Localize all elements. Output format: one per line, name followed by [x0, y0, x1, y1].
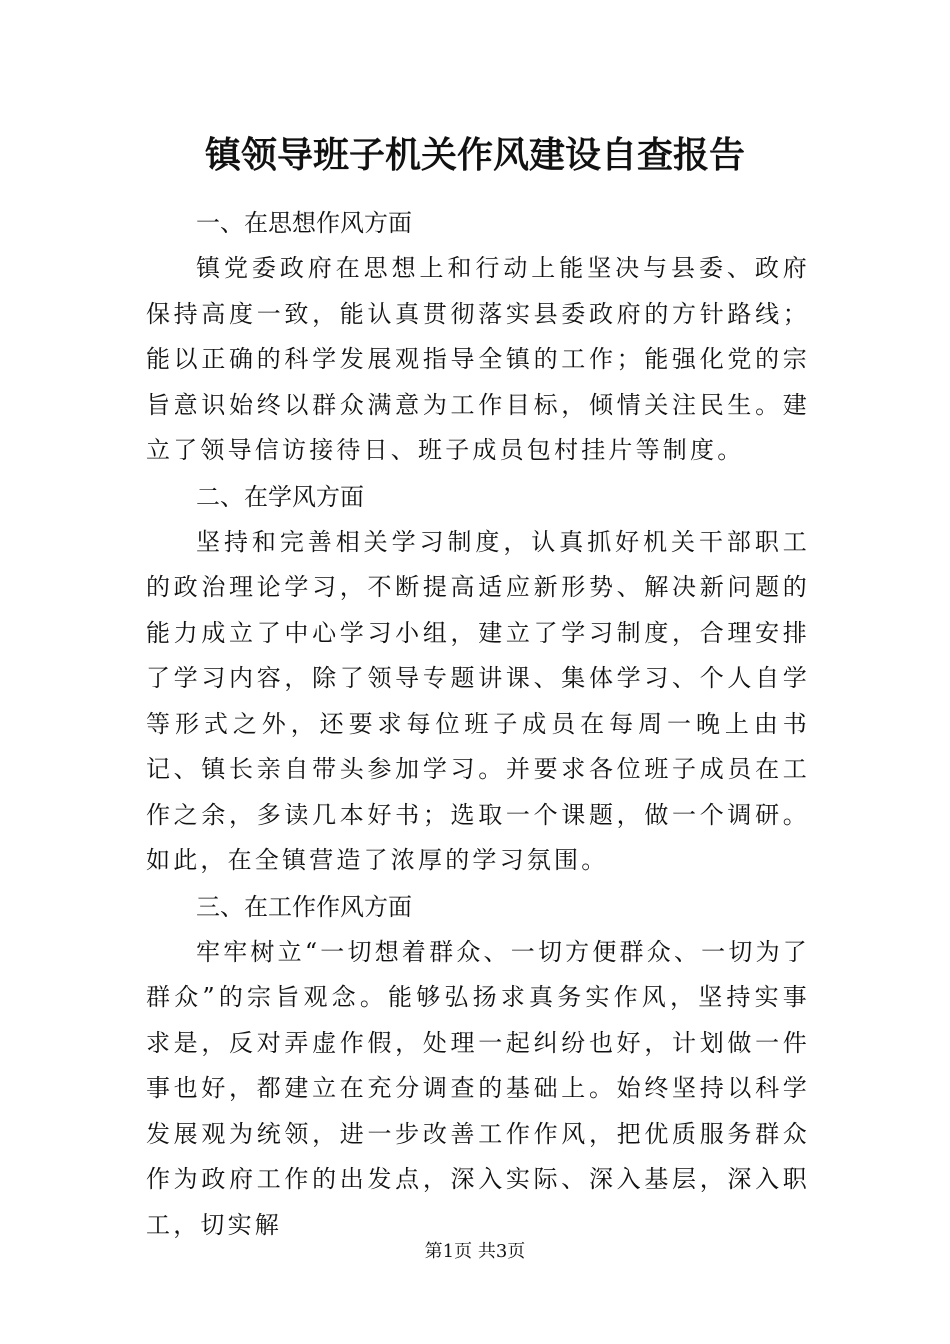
section-heading-work-style: 三、在工作作风方面	[196, 892, 412, 921]
document-title: 镇领导班子机关作风建设自查报告	[204, 134, 745, 176]
document-body	[146, 200, 810, 1248]
section-paragraph-thought-style: 镇党委政府在思想上和行动上能坚决与县委、政府保持高度一致，能认真贯彻落实县委政府的方针路线；能以正确的科学发展观指导全镇的工作；能强化党的宗旨意识始终以群众满意为工作目标，倾情关注民生。建立了领导信访接待日、班子成员包村挂片等制度。	[146, 254, 810, 464]
page-number-footer: 第1页 共3页	[424, 1241, 526, 1262]
section-paragraph-work-style: 牢牢树立“一切想着群众、一切方便群众、一切为了群众”的宗旨观念。能够弘扬求真务实作风，坚持实事求是，反对弄虚作假，处理一起纠纷也好，计划做一件事也好，都建立在充分调查的基础上。始终坚持以科学发展观为统领，进一步改善工作作风，把优质服务群众作为政府工作的出发点，深入实际、深入基层，深入职工，切实解	[146, 937, 810, 1239]
section-heading-study-style: 二、在学风方面	[196, 482, 364, 511]
section-paragraph-study-style: 坚持和完善相关学习制度，认真抓好机关干部职工的政治理论学习，不断提高适应新形势、解决新问题的能力成立了中心学习小组，建立了学习制度，合理安排了学习内容，除了领导专题讲课、集体学习、个人自学等形式之外，还要求每位班子成员在每周一晚上由书记、镇长亲自带头参加学习。并要求各位班子成员在工作之余，多读几本好书；选取一个课题，做一个调研。如此，在全镇营造了浓厚的学习氛围。	[146, 527, 810, 874]
section-heading-thought-style: 一、在思想作风方面	[196, 209, 412, 237]
